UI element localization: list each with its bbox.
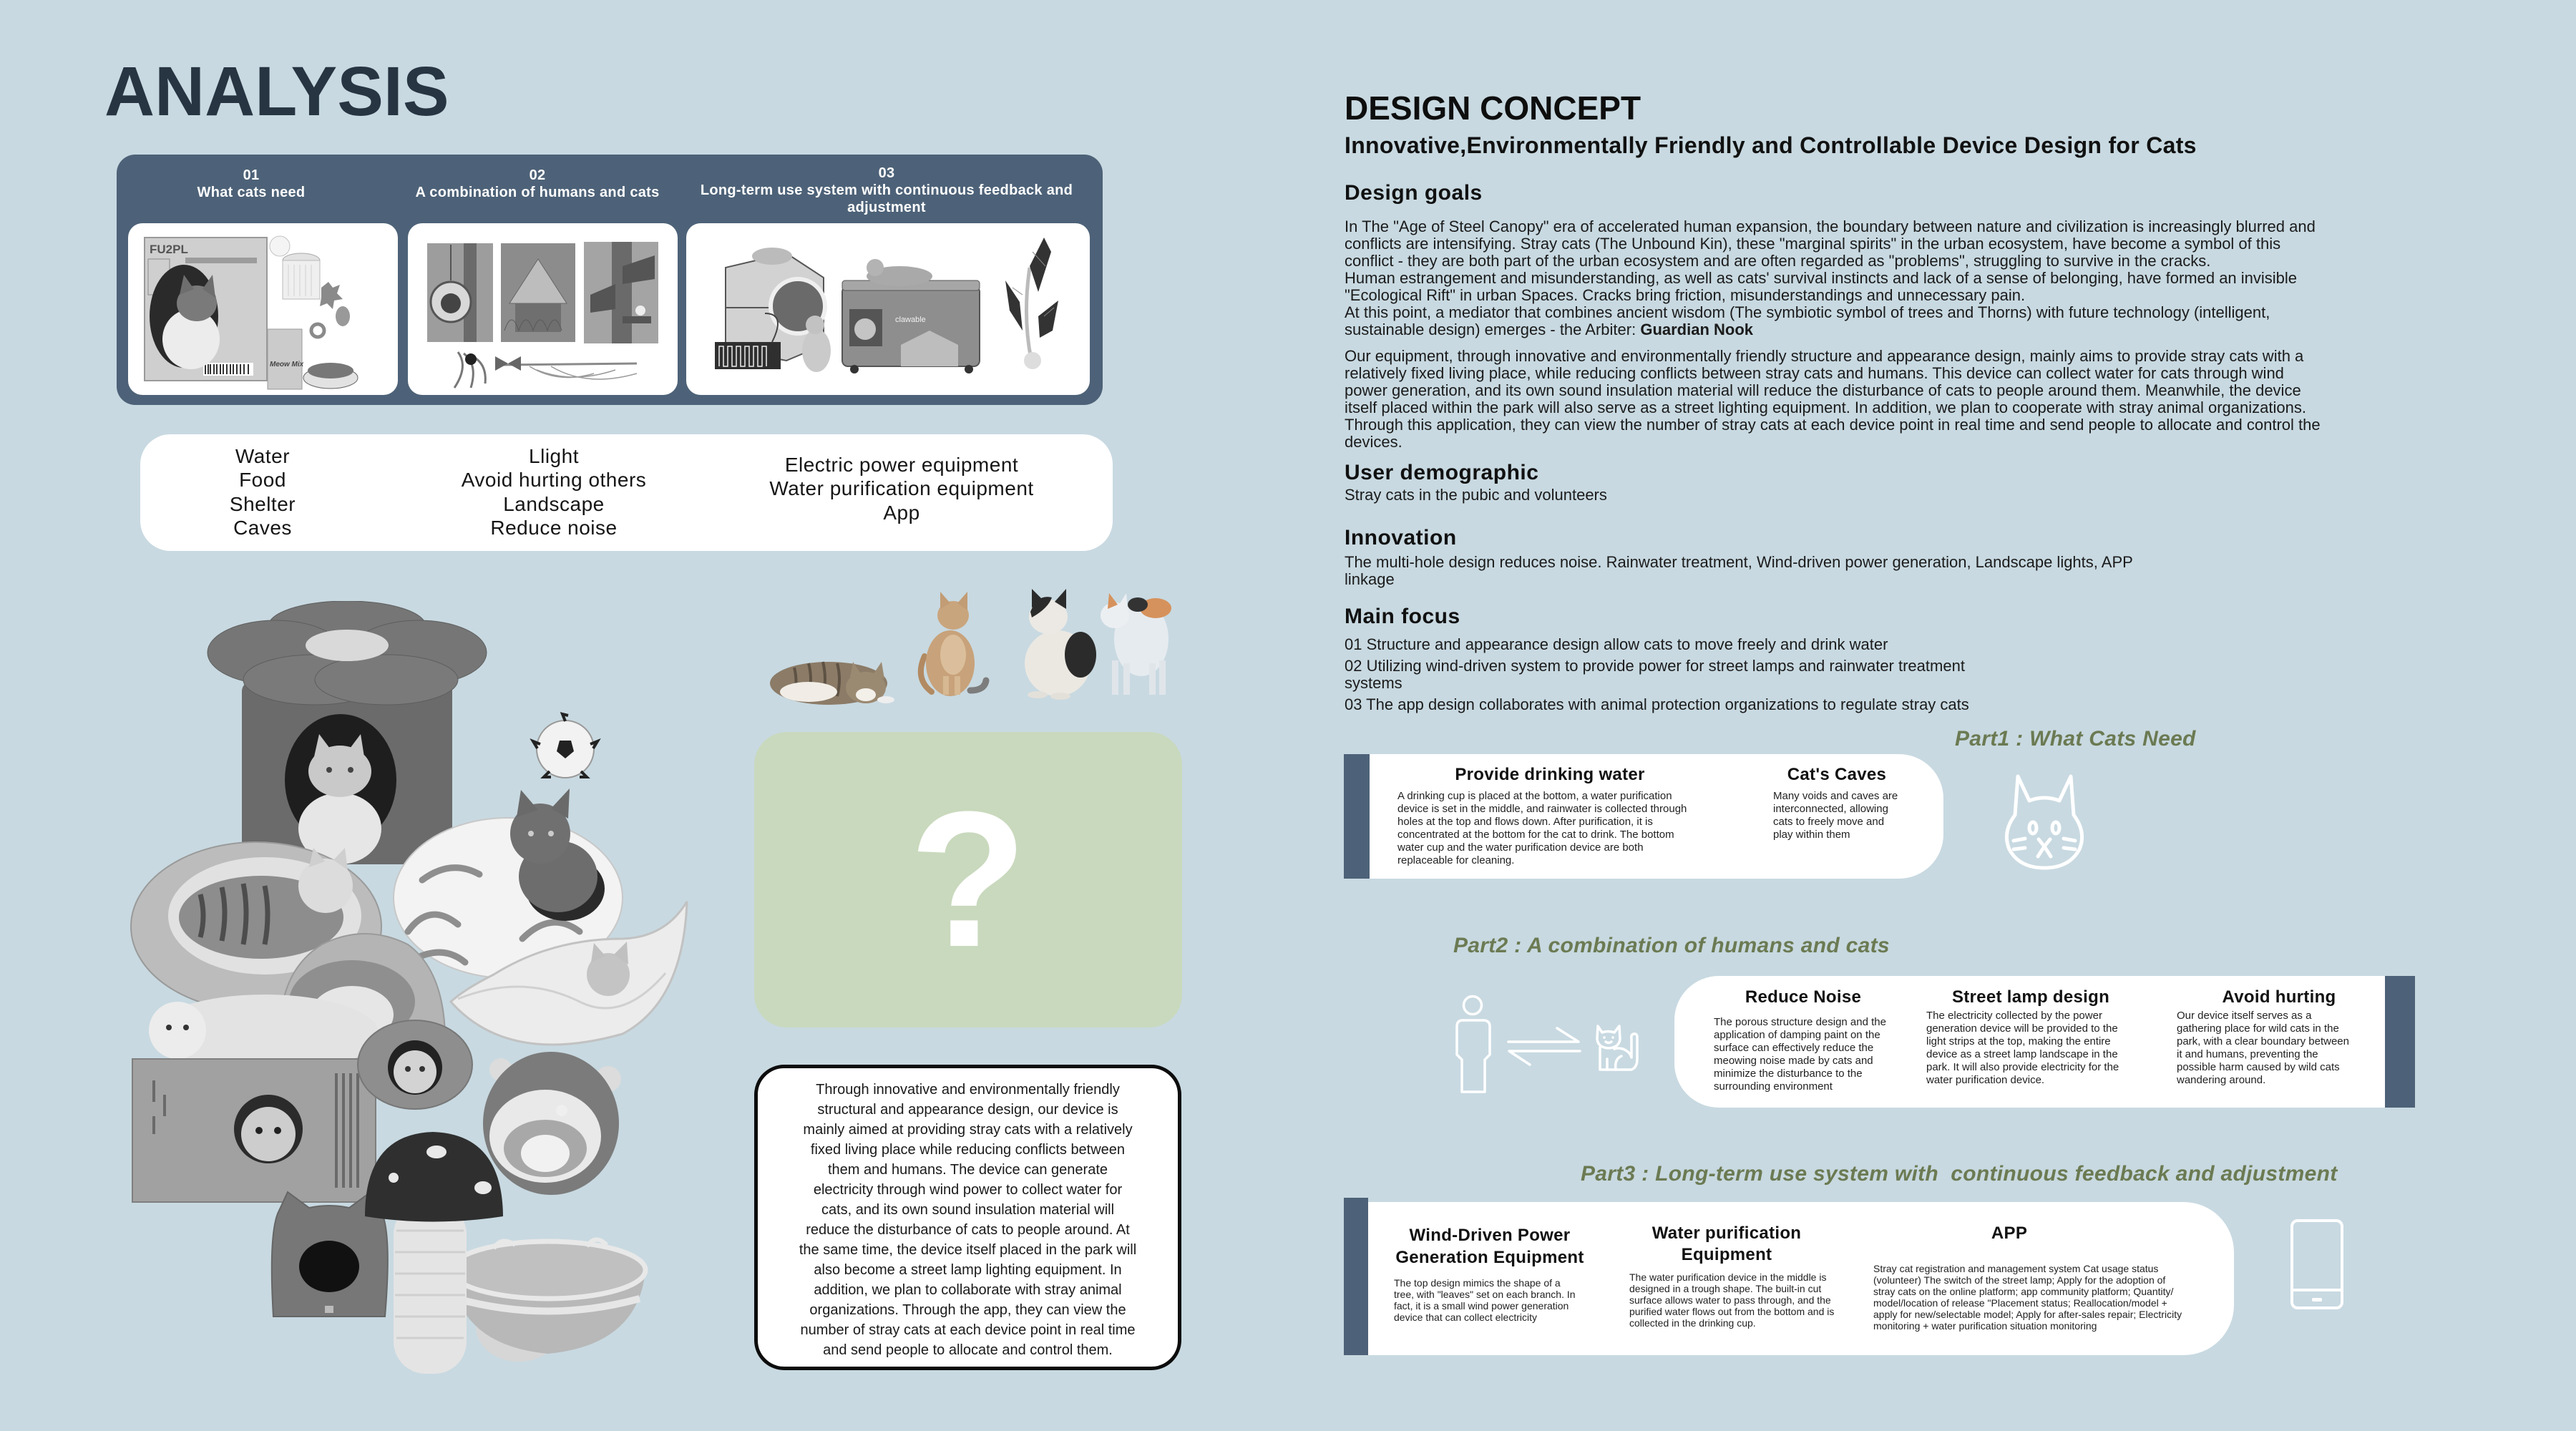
design-goals-heading: Design goals <box>1345 181 1483 205</box>
panel-column-title: Long-term use system with continuous feedback and <box>700 182 1073 198</box>
toy-ball <box>533 714 597 778</box>
panel-column-01 <box>122 167 380 201</box>
paragraph-line: Human estrangement and misunderstanding, as well as cats' survival instincts and lack of a sense of belonging, have formed an invisible <box>1345 269 2298 287</box>
paragraph-line: conflict - they are both part of the urban ecosystem and are often regarded as "problems", struggling to survive in the cracks. <box>1345 252 2211 270</box>
analysis-title: ANALYSIS <box>104 52 449 130</box>
paragraph-line: itself placed within the park will also serve as a street lighting equipment. In addition, we plan to cooperate with stray animal organizations. <box>1345 399 2306 416</box>
needs-column-humans <box>439 444 668 540</box>
summary-line: reduce the disturbance of cats to people around. At <box>806 1222 1130 1238</box>
feature-body-line: water cup and the water purification device are both <box>1397 841 1644 854</box>
main-focus-item-03 <box>1345 696 1969 713</box>
feature-body-line: play within them <box>1773 829 1850 841</box>
feature-body-line: wandering around. <box>2177 1074 2266 1086</box>
paragraph-lines <box>1345 218 2316 321</box>
cat-beds-collage-image <box>122 601 694 1381</box>
needs-column-cats <box>155 444 370 540</box>
smartphone-icon <box>2290 1219 2343 1309</box>
feature-body-line: The porous structure design and the <box>1714 1016 1886 1028</box>
sitting-orange-tabby-cat <box>921 592 986 696</box>
paragraph-line-text: sustainable design) emerges - the Arbiter: <box>1345 321 1641 338</box>
feature-body-line: minimize the disturbance to the <box>1714 1068 1863 1080</box>
panel-column-number: 03 <box>878 165 895 181</box>
feature-heading-line: Street lamp design <box>1951 987 2110 1007</box>
user-demographic-heading: User demographic <box>1345 461 1539 484</box>
feature-body-line: surface allows water to pass through, and the <box>1629 1294 1831 1306</box>
panel-column-title-block <box>686 182 1087 216</box>
paragraph-line: "Ecological Rift" in urban Spaces. Cracks bring friction, misunderstandings and unnecessary pain. <box>1345 286 2026 304</box>
paragraph-line: power generation, and its own sound insulation material will reduce the disturbance of cats to people around them. Meanwhile, the device <box>1345 381 2301 399</box>
panel-column-03 <box>686 165 1087 216</box>
image-card-humans-cats <box>408 223 678 395</box>
feature-body-line: device as a street lamp landscape in the <box>1926 1048 2118 1060</box>
need-item: Landscape <box>503 492 605 515</box>
need-item: Electric power equipment <box>784 454 1019 476</box>
paragraph-line: Through this application, they can view the number of stray cats at each device point in real time and send people to allocate and control the <box>1345 416 2321 434</box>
paragraph-line: At this point, a mediator that combines ancient wisdom (The symbiotic symbol of trees and Thorns) with future technology (intelligent, <box>1345 303 2270 321</box>
design-goals-paragraph-1 <box>1345 218 2316 338</box>
feature-body-line: park, with a clear boundary between <box>2177 1035 2349 1047</box>
feature-body-line: water purification device. <box>1926 1074 2045 1086</box>
feature-body-line: (volunteer) The switch of the street lamp; Apply for the adoption of <box>1873 1274 2166 1286</box>
photo-hanging-pod <box>427 243 493 342</box>
cardboard-box-image <box>145 238 267 381</box>
box-label: FU2PL <box>150 243 188 256</box>
feature-body-drinking-water <box>1397 790 1687 867</box>
feature-body-line: application of damping paint on the <box>1714 1029 1880 1041</box>
need-item: App <box>883 501 920 524</box>
panel-column-title: adjustment <box>847 200 926 215</box>
feature-body-line: Many voids and caves are <box>1773 790 1898 802</box>
part2-card-accent-bar <box>2385 976 2415 1108</box>
panel-column-title-block <box>122 184 380 201</box>
feature-body-line: device is set in the middle, and rainwater is collected through <box>1397 803 1687 815</box>
summary-line: fixed living place while reducing conflicts between <box>810 1142 1126 1158</box>
feature-heading-line: Wind-Driven Power <box>1409 1226 1571 1245</box>
paragraph-line: Our equipment, through innovative and environmentally friendly structure and appearance design, mainly aims to provide stray cats with a <box>1345 347 2304 365</box>
feature-heading-line: Avoid hurting <box>2222 987 2336 1007</box>
panel-column-number: 02 <box>529 167 546 183</box>
feature-body-line: A drinking cup is placed at the bottom, a water purification <box>1397 790 1672 802</box>
innovation-line: The multi-hole design reduces noise. Rainwater treatment, Wind-driven power generation, Landscape lights, APP <box>1345 553 2133 571</box>
need-item: Caves <box>233 517 292 539</box>
summary-line: organizations. Through the app, they can view the <box>809 1302 1126 1318</box>
summary-line: structural and appearance design, our device is <box>817 1102 1118 1118</box>
feature-body-line: surface can effectively reduce the <box>1714 1042 1874 1054</box>
cat-needs-collage-image <box>128 223 398 395</box>
paragraph-line: relatively fixed living place, while reducing conflicts between stray cats and humans. This device can collect water for cats through wind <box>1345 364 2284 382</box>
arrow-left-icon <box>1509 1051 1580 1065</box>
smart-cat-box-image <box>842 259 980 373</box>
feature-body-street-lamp <box>1926 1010 2119 1087</box>
arrow-right-icon <box>1508 1028 1579 1042</box>
feature-heading-line: Generation Equipment <box>1395 1248 1584 1267</box>
lying-tabby-cat <box>770 662 894 705</box>
feature-heading-line: Equipment <box>1681 1245 1772 1264</box>
feature-heading-line: Provide drinking water <box>1455 765 1645 784</box>
small-felt-cave <box>358 1020 472 1109</box>
feature-heading-line: Cat's Caves <box>1787 765 1887 784</box>
need-item: Water purification equipment <box>769 477 1034 500</box>
summary-line: also become a street lamp lighting equipment. In <box>814 1262 1122 1278</box>
main-focus-line: systems <box>1345 674 1402 692</box>
feature-body-line: surrounding environment <box>1714 1080 1833 1093</box>
feature-body-line: designed in a trough shape. The built-in cut <box>1629 1283 1822 1294</box>
user-demographic-text: Stray cats in the pubic and volunteers <box>1345 486 1607 504</box>
need-item: Llight <box>529 445 579 467</box>
part3-card-accent-bar <box>1344 1198 1368 1355</box>
feature-heading-street-lamp <box>1941 987 2120 1007</box>
feature-body-line: stray cats on the online platform; app community platform; Quantity/ <box>1873 1286 2174 1297</box>
feature-body-line: device that can collect electricity <box>1394 1312 1537 1323</box>
paragraph-line: devices. <box>1345 433 1402 451</box>
feather-wand-toy-image <box>454 352 637 388</box>
feature-heading-line: APP <box>1991 1224 2028 1243</box>
summary-line: them and humans. The device can generate <box>828 1162 1108 1178</box>
part1-title: Part1 : What Cats Need <box>1955 727 2196 751</box>
feature-heading-wind-power <box>1382 1224 1597 1269</box>
guardian-nook-name: Guardian Nook <box>1640 321 1754 338</box>
feature-heading-water-purification <box>1619 1223 1834 1266</box>
cat-house-label: clawable <box>895 316 926 324</box>
feature-body-line: possible harm caused by wild cats <box>2177 1061 2340 1073</box>
summary-line: mainly aimed at providing stray cats with a relatively <box>803 1122 1133 1138</box>
main-focus-line: 03 The app design collaborates with animal protection organizations to regulate stray cats <box>1345 695 1969 713</box>
panel-column-number: 01 <box>243 167 260 183</box>
feature-body-line: cats to freely move and <box>1773 816 1885 828</box>
person-head-icon <box>1464 997 1482 1015</box>
stray-cats-photos <box>766 583 1177 705</box>
feature-body-app <box>1873 1263 2182 1332</box>
human-cat-exchange-icon <box>1445 987 1653 1102</box>
solar-tree-image <box>1005 238 1058 369</box>
panel-column-title: A combination of humans and cats <box>415 185 660 200</box>
sitting-cat-image <box>802 316 831 372</box>
food-bag-image <box>268 329 304 389</box>
feature-body-line: Stray cat registration and management system Cat usage status <box>1873 1263 2159 1274</box>
device-concepts-image <box>686 223 1090 395</box>
needs-column-system <box>758 453 1045 524</box>
feature-body-water-purification <box>1629 1271 1834 1329</box>
summary-text-box <box>754 1065 1181 1370</box>
feature-heading-app <box>1938 1223 2081 1244</box>
calico-cat <box>1101 593 1171 695</box>
bear-ear-cat-bed <box>483 1052 621 1195</box>
feature-body-line: it and humans, preventing the <box>2177 1048 2318 1060</box>
summary-line: the same time, the device itself placed in the park will <box>799 1242 1137 1258</box>
feature-body-line: holes at the top and flows down. After purification, it is <box>1397 816 1653 828</box>
need-item: Shelter <box>229 492 296 515</box>
feature-body-line: collected in the drinking cup. <box>1629 1317 1756 1329</box>
question-mark: ? <box>909 771 1028 987</box>
image-card-long-term-system <box>686 223 1090 395</box>
feature-body-wind-power <box>1394 1277 1576 1323</box>
part3-title: Part3 : Long-term use system with continuous feedback and adjustment <box>1581 1162 2338 1186</box>
feature-heading-reduce-noise <box>1732 987 1875 1007</box>
feature-body-line: monitoring + water purification situation monitoring <box>1873 1320 2097 1332</box>
outdoor-cat-houses-image <box>408 223 678 395</box>
need-item: Reduce noise <box>490 517 618 539</box>
summary-line: addition, we plan to collaborate with stray animal <box>814 1282 1122 1298</box>
feature-body-line: meowing noise made by cats and <box>1714 1055 1873 1067</box>
innovation-line: linkage <box>1345 570 1395 588</box>
black-white-cat <box>1025 589 1096 700</box>
panel-column-title: What cats need <box>197 185 306 200</box>
main-focus-line: 02 Utilizing wind-driven system to provide power for street lamps and rainwater treatment <box>1345 657 1965 675</box>
feature-body-line: light strips at the top, making the entire <box>1926 1035 2111 1047</box>
innovation-heading: Innovation <box>1345 526 1457 550</box>
food-bag-label: Meow Mix <box>270 361 304 368</box>
main-focus-item-02 <box>1345 658 1965 692</box>
summary-line: electricity through wind power to collect water for <box>813 1182 1123 1198</box>
feature-body-line: purified water flows out from the bottom and is <box>1629 1306 1835 1317</box>
need-item: Avoid hurting others <box>461 469 647 492</box>
photo-a-frame-house <box>501 243 575 342</box>
feature-body-avoid-hurting <box>2177 1010 2349 1087</box>
summary-line: number of stray cats at each device point in real time <box>800 1322 1136 1338</box>
feature-body-line: park. It will also provide electricity for the <box>1926 1061 2119 1073</box>
part1-card-accent-bar <box>1344 754 1370 879</box>
feature-body-line: interconnected, allowing <box>1773 803 1888 815</box>
feature-body-line: model/location of release "Placement status; Reallocation/model + <box>1873 1297 2167 1309</box>
feature-body-line: The electricity collected by the power <box>1926 1010 2102 1022</box>
image-card-cat-needs <box>128 223 398 395</box>
main-focus-heading: Main focus <box>1345 605 1460 628</box>
paragraph-line: In The "Age of Steel Canopy" era of accelerated human expansion, the boundary between nature and civilization is increasingly blurred and <box>1345 218 2316 235</box>
feature-body-line: concentrated at the bottom for the cat to drink. The bottom <box>1397 829 1674 841</box>
main-focus-line: 01 Structure and appearance design allow cats to move freely and drink water <box>1345 635 1888 653</box>
question-box <box>754 732 1182 1027</box>
feature-heading-line: Reduce Noise <box>1745 987 1862 1007</box>
design-concept-title: DESIGN CONCEPT <box>1345 89 1641 127</box>
feature-body-line: apply for new/selectable model; Apply for after-sales repair; Electricity <box>1873 1309 2182 1320</box>
feature-body-line: replaceable for cleaning. <box>1397 854 1515 866</box>
feature-body-line: The top design mimics the shape of a <box>1394 1277 1561 1289</box>
innovation-text <box>1345 554 2133 588</box>
panel-column-02 <box>401 167 673 201</box>
summary-line: cats, and its own sound insulation material will <box>821 1202 1115 1218</box>
summary-line: and send people to allocate and control them. <box>823 1342 1113 1358</box>
feature-heading-drinking-water <box>1407 765 1693 785</box>
feature-heading-cats-caves <box>1765 765 1908 785</box>
feature-body-line: gathering place for wild cats in the <box>2177 1022 2339 1035</box>
water-fountain-image <box>270 236 320 299</box>
feature-body-line: fact, it is a small wind power generation <box>1394 1300 1569 1312</box>
sitting-cat-icon <box>1597 1026 1637 1070</box>
food-bowl-image <box>303 363 358 389</box>
feature-body-line: generation device will be provided to the <box>1926 1022 2118 1035</box>
feature-body-cats-caves <box>1773 790 1898 841</box>
feature-body-reduce-noise <box>1714 1016 1886 1093</box>
person-body-icon <box>1457 1020 1490 1092</box>
feature-body-line: tree, with "leaves" set on each branch. In <box>1394 1289 1576 1300</box>
main-focus-item-01 <box>1345 636 1888 653</box>
design-concept-subtitle: Innovative,Environmentally Friendly and Controllable Device Design for Cats <box>1345 132 2197 158</box>
flower-cat-house <box>208 601 487 864</box>
design-goals-paragraph-2 <box>1345 348 2321 451</box>
part2-title: Part2 : A combination of humans and cats <box>1453 934 1890 957</box>
feature-body-line: Our device itself serves as a <box>2177 1010 2312 1022</box>
paragraph-line <box>1345 321 2316 338</box>
photo-tree-shelters <box>584 242 658 343</box>
summary-line: Through innovative and environmentally friendly <box>816 1082 1120 1098</box>
felt-box-bed-with-fluffy-cat <box>132 995 379 1202</box>
feature-heading-line: Water purification <box>1652 1224 1802 1243</box>
feature-heading-avoid-hurting <box>2207 987 2351 1007</box>
need-item: Food <box>239 469 286 492</box>
need-item: Water <box>235 445 291 467</box>
panel-column-title-block <box>401 184 673 201</box>
feature-body-line: The water purification device in the middle is <box>1629 1271 1827 1283</box>
cat-face-icon <box>1999 772 2090 871</box>
paragraph-line: conflicts are intensifying. Stray cats (The Unbound Kin), these "marginal spirits" in the urban ecosystem, have become a symbol of this <box>1345 235 2281 253</box>
